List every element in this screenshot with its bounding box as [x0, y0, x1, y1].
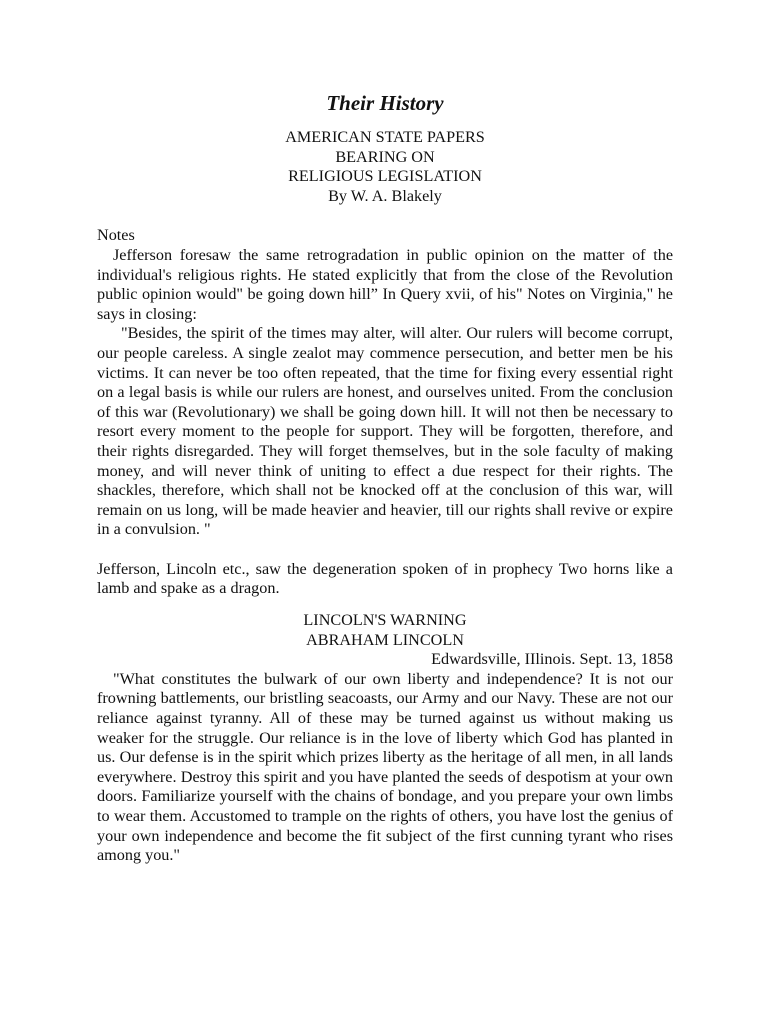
document-page	[97, 90, 673, 866]
section-heading-lincoln: ABRAHAM LINCOLN	[306, 630, 464, 649]
header-line-1: AMERICAN STATE PAPERS	[285, 128, 485, 146]
header-line-3: RELIGIOUS LEGISLATION	[288, 167, 482, 186]
spacer	[97, 540, 673, 560]
header-line-2: BEARING ON	[335, 147, 435, 166]
quote-lincoln: "What constitutes the bulwark of our own liberty and independence? It is not our frowning battlements, our bristling seacoasts, our Army and our Navy. These are not our reliance against tyranny. All of these may be turned against us without making us weaker for the struggle. Our reliance is in the love of liberty which God has planted in us. Our defense is in the spirit which prizes liberty as the heritage of all men, in all lands everywhere. Destroy this spirit and you have planted the seeds of despotism at your own doors. Familiarize yourself with the chains of bondage, and you prepare your own limbs to wear them. Accustomed to trample on the rights of others, you have lost the genius of your own independence and become the fit subject of the first cunning tyrant who rises among you."	[97, 669, 673, 865]
dateline: Edwardsville, IIlinois. Sept. 13, 1858	[431, 650, 673, 669]
quote-jefferson: "Besides, the spirit of the times may alter, will alter. Our rulers will become corrupt, our people careless. A single zealot may commence persecution, and better men be his victims. It can never be too often repeated, that the time for fixing every essential right on a legal basis is while our rulers are honest, and ourselves united. From the conclusion of this war (Revolutionary) we shall be going down hill. It will not then be necessary to resort every moment to the people for support. They will be forgotten, therefore, and their rights disregarded. They will forget themselves, but in the sole faculty of making money, and will never think of uniting to effect a due respect for their rights. The shackles, therefore, which shall not be knocked off at the conclusion of this war, will remain on us long, will be made heavier and heavier, till our rights shall revive or expire in a convulsion. "	[97, 324, 673, 539]
paragraph-prophecy: Jefferson, Lincoln etc., saw the degeneration spoken of in prophecy Two horns like a lamb and spake as a dragon.	[97, 559, 673, 598]
header-author: By W. A. Blakely	[328, 186, 442, 205]
spacer	[97, 599, 673, 611]
section-heading-warning: LINCOLN'S WARNING	[303, 611, 467, 630]
notes-label: Notes	[97, 226, 135, 245]
paragraph-jefferson-intro: Jefferson foresaw the same retrogradation in public opinion on the matter of the individual's religious rights. He stated explicitly that from the close of the Revolution public opinion would" be going down hill” In Query xvii, of his" Notes on Virginia," he says in closing:	[97, 245, 673, 323]
page-title: Their History	[326, 91, 444, 115]
spacer	[97, 206, 673, 226]
